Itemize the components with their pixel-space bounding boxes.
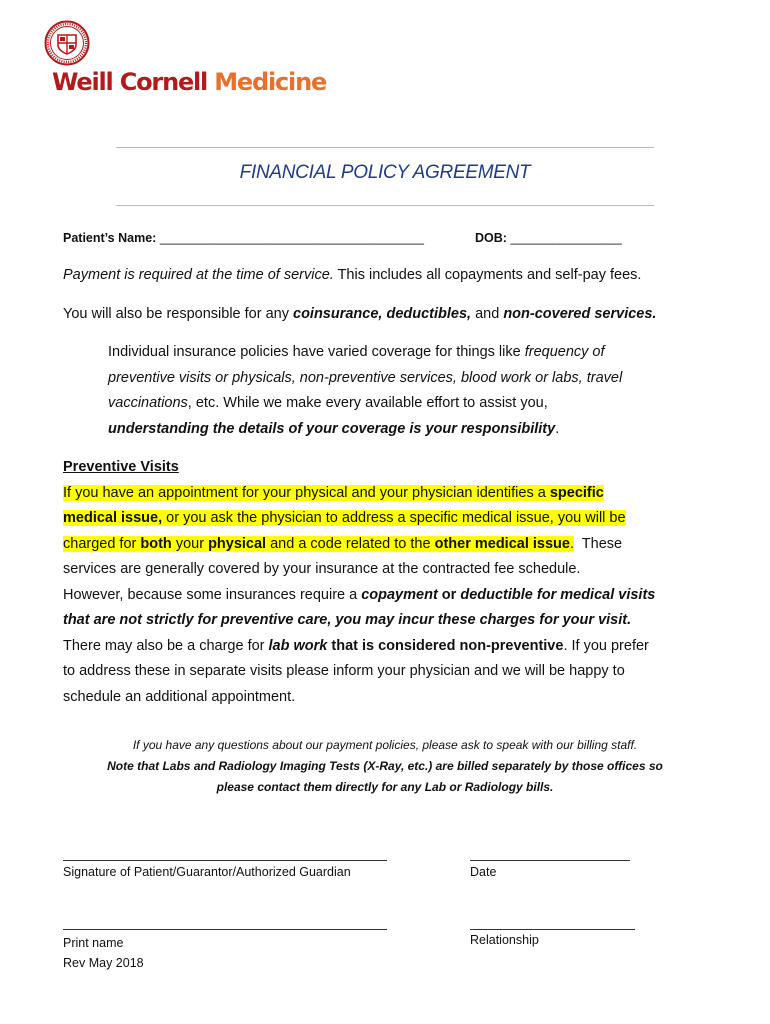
note-line-3: please contact them directly for any Lab or Radiology bills. (216, 780, 554, 794)
indent-line-3-italic: vaccinations (108, 395, 188, 411)
prev-line-3a: charged for (63, 535, 141, 552)
signature-label: Signature of Patient/Guarantor/Authorized Guardian (63, 865, 351, 879)
relationship-line[interactable] (470, 929, 635, 930)
print-name-label: Print name (63, 936, 124, 950)
title-rule-bottom (116, 205, 654, 206)
responsibility-and: and (471, 306, 504, 322)
patient-fields (63, 231, 622, 245)
prev-line-3c: your (171, 535, 209, 552)
logo-word-medicine: Medicine (214, 68, 327, 96)
date-label: Date (470, 865, 497, 879)
insurance-policies-paragraph (108, 340, 622, 442)
prev-line-5-or: or (437, 586, 461, 603)
note-line-1: If you have any questions about our payment policies, please ask to speak with our billing staff. (132, 738, 638, 752)
payment-italic: Payment is required at the time of service. (63, 267, 334, 283)
responsibility-text: You will also be responsible for any (63, 306, 293, 322)
prev-line-7-nonprev: that is considered non-preventive (327, 637, 564, 654)
cornell-seal-icon (44, 20, 90, 66)
prev-line-3h: These (574, 535, 623, 552)
prev-line-9: schedule an additional appointment. (63, 688, 296, 705)
logo-word-weill-cornell: Weill Cornell (52, 68, 208, 96)
prev-line-5a: However, because some insurances require a (63, 586, 362, 603)
indent-line-3: , etc. While we make every available effort to assist you, (187, 395, 548, 411)
responsibility-paragraph (63, 302, 656, 328)
billing-note (0, 735, 770, 798)
prev-line-2-bold: medical issue, (63, 510, 163, 526)
coinsurance-text: coinsurance, deductibles, (293, 306, 472, 322)
prev-line-1-bold: specific (549, 484, 604, 501)
prev-line-4: services are generally covered by your insurance at the contracted fee schedule. (63, 561, 581, 577)
dob-blank: ________________ (510, 231, 622, 245)
prev-line-3-both: both (140, 535, 172, 552)
non-covered-text: non-covered services. (503, 306, 657, 322)
note-line-2: Note that Labs and Radiology Imaging Tests (X-Ray, etc.) are billed separately by those offices so (107, 759, 663, 773)
preventive-heading: Preventive Visits (63, 459, 179, 475)
prev-line-7a: There may also be a charge for (63, 637, 269, 654)
prev-line-3-other: other medical issue (434, 535, 570, 552)
brand-logo-text (52, 68, 326, 96)
indent-line-1-italic: frequency of (524, 344, 605, 360)
preventive-visits-section (63, 455, 655, 710)
prev-line-3-physical: physical (208, 535, 267, 552)
payment-paragraph (63, 263, 641, 289)
indent-line-4-bold: understanding the details of your coverage is your responsibility (108, 420, 556, 437)
indent-line-1: Individual insurance policies have varied coverage for things like (108, 344, 525, 360)
prev-line-3g: . (569, 535, 575, 552)
prev-line-8: to address these in separate visits please inform your physician and we will be happy to (63, 663, 625, 679)
patient-name-blank: ______________________________________ (159, 231, 424, 245)
prev-line-5-deductible: deductible for medical visits (460, 586, 656, 603)
payment-rest: This includes all copayments and self-pay fees. (333, 267, 642, 283)
prev-line-5-copayment: copayment (361, 586, 438, 603)
title-rule-top (116, 147, 654, 148)
print-name-line[interactable] (63, 929, 387, 930)
indent-line-4-end: . (555, 420, 560, 437)
signature-line[interactable] (63, 860, 387, 861)
prev-line-6: that are not strictly for preventive care, you may incur these charges for your visit. (63, 612, 632, 628)
prev-line-7d: . If you prefer (563, 637, 649, 654)
date-line[interactable] (470, 860, 630, 861)
indent-line-2: preventive visits or physicals, non-preventive services, blood work or labs, travel (108, 369, 623, 386)
relationship-label: Relationship (470, 933, 539, 947)
dob-label: DOB: (475, 231, 507, 245)
prev-line-3e: and a code related to the (266, 535, 435, 552)
prev-line-2: or you ask the physician to address a specific medical issue, you will be (162, 510, 626, 526)
page-title: FINANCIAL POLICY AGREEMENT (239, 162, 531, 183)
patient-name-label: Patient’s Name: (63, 231, 157, 245)
revision-label: Rev May 2018 (63, 956, 144, 970)
prev-line-1: If you have an appointment for your physical and your physician identifies a (63, 484, 550, 501)
prev-line-7-labwork: lab work (268, 637, 328, 654)
